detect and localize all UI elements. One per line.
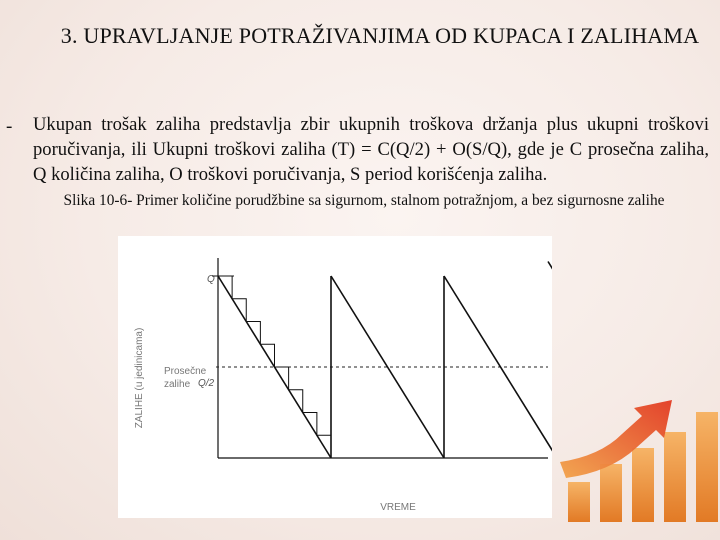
q-half-tick-label: Q/2: [198, 378, 215, 389]
deco-bar-4: [664, 432, 686, 522]
avg-label-line1: Prosečne: [164, 366, 207, 377]
inventory-segment: [548, 262, 552, 276]
q-tick-label: Q: [207, 274, 215, 285]
inventory-chart: [118, 236, 552, 518]
chart-marks: [212, 258, 552, 458]
y-axis-label: ZALIHE (u jedinicama): [134, 327, 145, 429]
figure-caption: Slika 10-6- Primer količine porudžbine sa sigurnom, stalnom potražnjom, a bez sigurnosne zalihe: [63, 192, 665, 209]
inventory-figure: [118, 236, 552, 518]
deco-bar-3: [632, 448, 654, 522]
deco-bar-1: [568, 482, 590, 522]
deco-bar-2: [600, 464, 622, 522]
bullet-marker: -: [6, 116, 13, 137]
growth-chart-icon: [560, 372, 720, 522]
deco-bar-5: [696, 412, 718, 522]
bullet-text: Ukupan trošak zaliha predstavlja zbir ukupnih troškova držanja plus ukupni troškovi poručivanja, ili Ukupni troškovi zaliha (T) = C(Q/2) + O(S/Q), gde je C prosečna zaliha, Q količina zaliha, O troškovi poručivanja, S period korišćenja zaliha.: [33, 114, 709, 185]
slide-title: 3. UPRAVLJANJE POTRAŽIVANJIMA OD KUPACA I ZALIHAMA: [60, 23, 700, 48]
avg-label-line2: zalihe: [164, 379, 191, 390]
x-axis-label: VREME: [380, 502, 416, 513]
